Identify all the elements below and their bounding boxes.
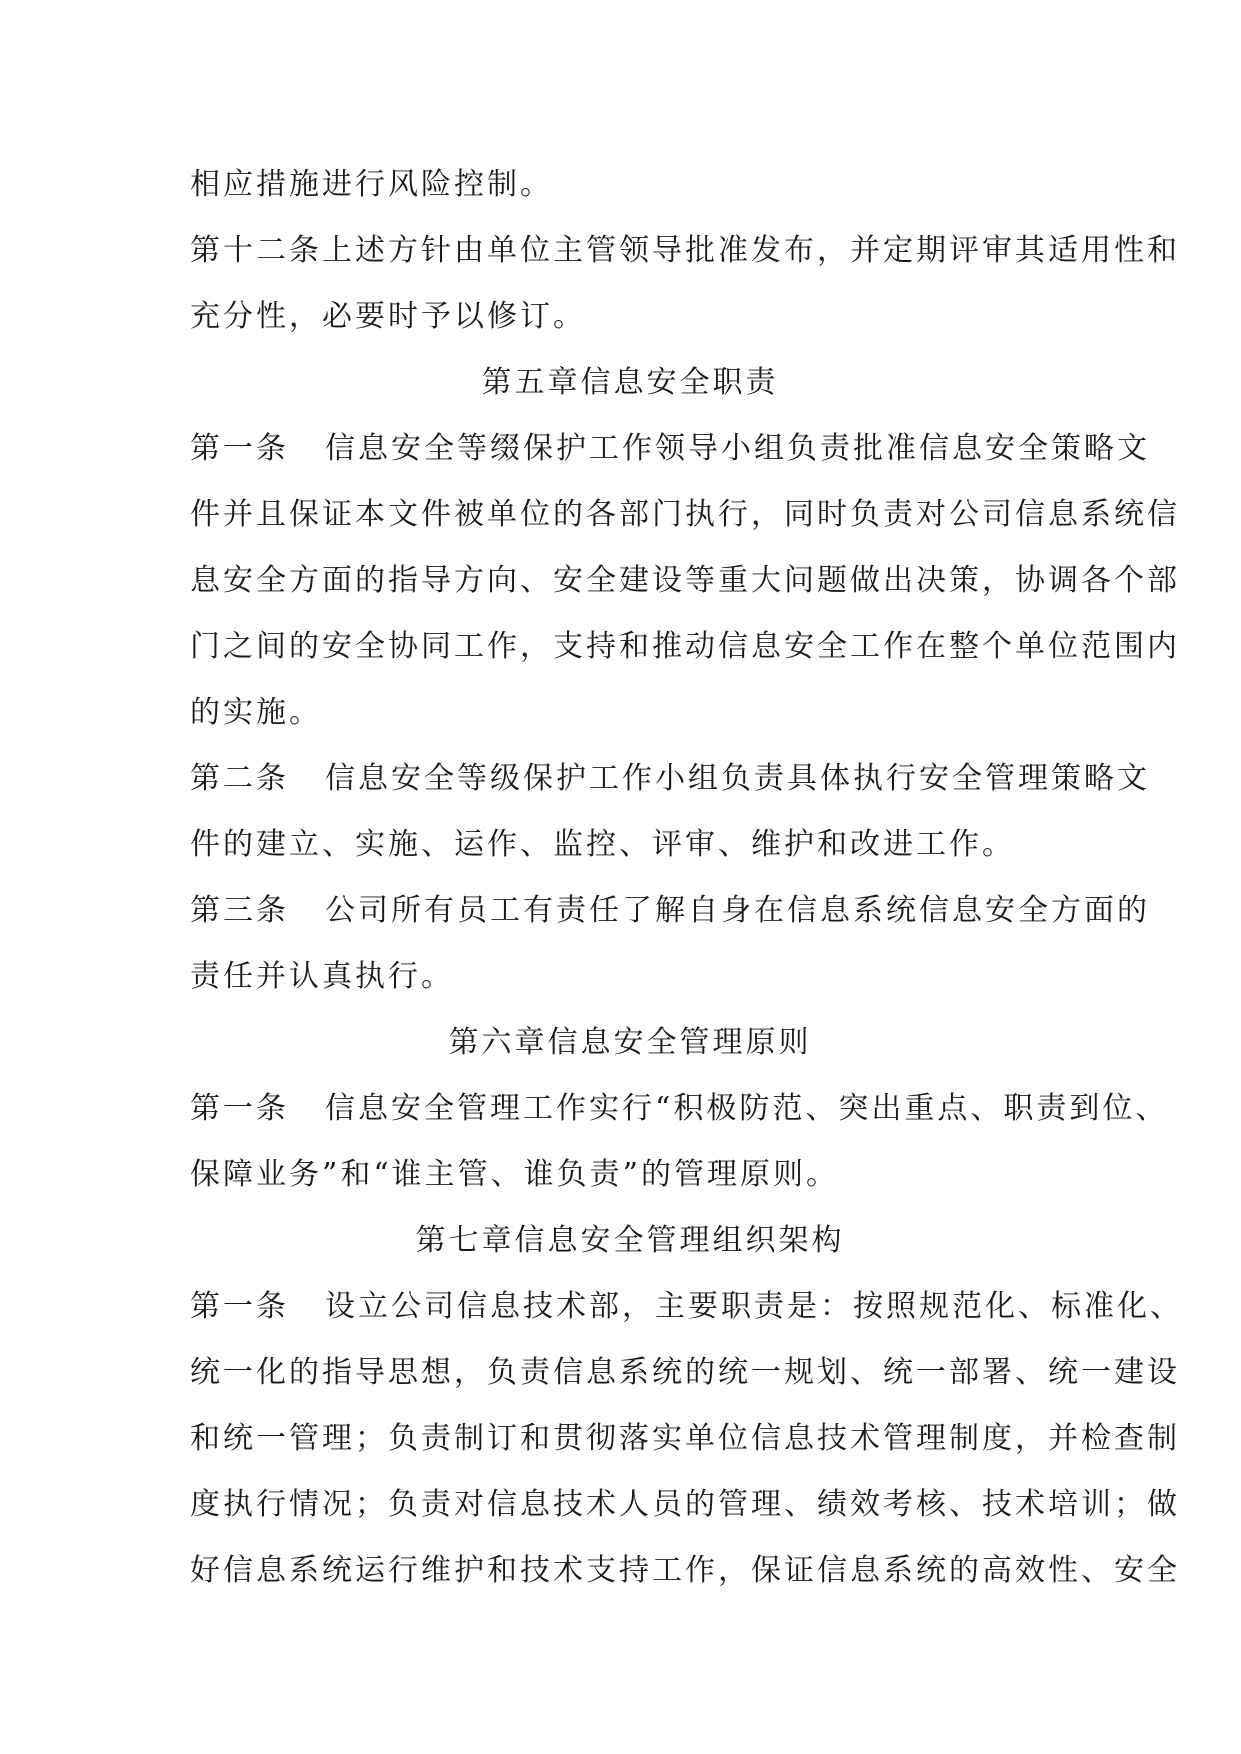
paragraph-line: 息安全方面的指导方向、安全建设等重大问题做出决策，协调各个部 xyxy=(190,563,1180,598)
document-body xyxy=(190,152,1183,1604)
article-number: 第一条 xyxy=(190,431,289,466)
article-number: 第三条 xyxy=(190,893,289,928)
chapter-heading: 第五章信息安全职责 xyxy=(481,365,779,400)
paragraph-line: 第一条 信息安全管理工作实行“积极防范、突出重点、职责到位、 xyxy=(190,1091,1169,1126)
paragraph-line: 相应措施进行风险控制。 xyxy=(190,167,553,202)
paragraph-line: 件并且保证本文件被单位的各部门执行，同时负责对公司信息系统信 xyxy=(190,497,1180,532)
paragraph-line: 保障业务”和“谁主管、谁负责”的管理原则。 xyxy=(190,1157,840,1192)
paragraph-line: 第三条 公司所有员工有责任了解自身在信息系统信息安全方面的 xyxy=(190,893,1150,928)
paragraph-line: 和统一管理；负责制订和贯彻落实单位信息技术管理制度，并检查制 xyxy=(190,1421,1180,1456)
paragraph-line: 件的建立、实施、运作、监控、评审、维护和改进工作。 xyxy=(190,827,1015,862)
paragraph-line: 的实施。 xyxy=(190,695,322,730)
paragraph-line: 充分性，必要时予以修订。 xyxy=(190,299,586,334)
paragraph-line: 第一条 信息安全等缀保护工作领导小组负责批准信息安全策略文 xyxy=(190,431,1150,466)
paragraph-line: 统一化的指导思想，负责信息系统的统一规划、统一部署、统一建设 xyxy=(190,1355,1180,1390)
paragraph-line: 好信息系统运行维护和技术支持工作，保证信息系统的高效性、安全 xyxy=(190,1553,1180,1588)
article-number: 第二条 xyxy=(190,761,289,796)
paragraph-line: 责任并认真执行。 xyxy=(190,959,454,994)
paragraph-line: 第二条 信息安全等级保护工作小组负责具体执行安全管理策略文 xyxy=(190,761,1150,796)
article-number: 第一条 xyxy=(190,1289,289,1324)
paragraph-line: 第一条 设立公司信息技术部，主要职责是：按照规范化、标准化、 xyxy=(190,1289,1183,1324)
paragraph-line: 度执行情况；负责对信息技术人员的管理、绩效考核、技术培训；做 xyxy=(190,1487,1180,1522)
chapter-heading: 第七章信息安全管理组织架构 xyxy=(415,1223,845,1258)
chapter-heading: 第六章信息安全管理原则 xyxy=(448,1025,812,1060)
paragraph-line: 门之间的安全协同工作，支持和推动信息安全工作在整个单位范围内 xyxy=(190,629,1180,664)
paragraph-line: 第十二条上述方针由单位主管领导批准发布，并定期评审其适用性和 xyxy=(190,233,1180,268)
article-number: 第一条 xyxy=(190,1091,289,1126)
